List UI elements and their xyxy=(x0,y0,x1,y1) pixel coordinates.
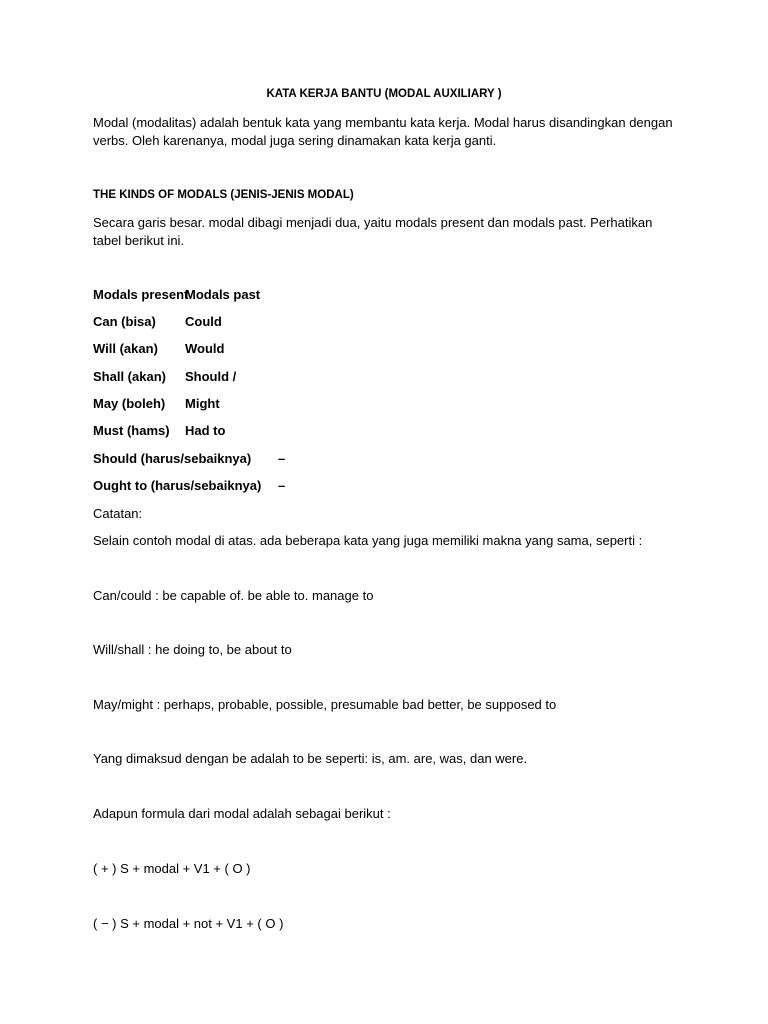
to-be-paragraph: Yang dimaksud dengan be adalah to be seperti: is, am. are, was, dan were. xyxy=(93,751,528,766)
formula-intro: Adapun formula dari modal adalah sebagai berikut : xyxy=(93,806,391,821)
modal-past-cell: – xyxy=(278,478,286,493)
formula-positive: ( + ) S + modal + V1 + ( O ) xyxy=(93,861,251,876)
modal-present-cell: Ought to (harus/sebaiknya) xyxy=(93,478,262,493)
modal-present-cell: Will (akan) xyxy=(93,341,158,356)
modal-present-cell: Shall (akan) xyxy=(93,369,166,384)
modal-past-cell: – xyxy=(278,451,286,466)
formula-negative: ( − ) S + modal + not + V1 + ( O ) xyxy=(93,916,284,931)
header-modals-present: Modals present xyxy=(93,287,189,302)
modal-present-cell: Must (hams) xyxy=(93,423,170,438)
modal-past-cell: Would xyxy=(185,341,225,356)
modal-past-cell: Had to xyxy=(185,423,226,438)
document-title: KATA KERJA BANTU (MODAL AUXILIARY ) xyxy=(266,88,502,100)
header-modals-past: Modals past xyxy=(185,287,261,302)
example-line: Will/shall : he doing to, be about to xyxy=(93,642,292,657)
modal-present-cell: Should (harus/sebaiknya) xyxy=(93,451,252,466)
example-line: Can/could : be capable of. be able to. manage to xyxy=(93,588,374,603)
intro-paragraph: Modal (modalitas) adalah bentuk kata yang membantu kata kerja. Modal harus disandingkan dengan verbs. Oleh karenanya, modal juga sering dinamakan kata kerja ganti. xyxy=(93,115,673,148)
kinds-heading: THE KINDS OF MODALS (JENIS-JENIS MODAL) xyxy=(93,189,354,201)
example-line: May/might : perhaps, probable, possible, presumable bad better, be supposed to xyxy=(93,697,557,712)
catatan-label: Catatan: xyxy=(93,506,143,521)
modal-past-cell: Could xyxy=(185,314,222,329)
modal-present-cell: Can (bisa) xyxy=(93,314,156,329)
modal-past-cell: Might xyxy=(185,396,220,411)
modal-past-cell: Should / xyxy=(185,369,237,384)
selain-paragraph: Selain contoh modal di atas. ada beberapa kata yang juga memiliki makna yang sama, seperti : xyxy=(93,533,643,548)
kinds-paragraph: Secara garis besar. modal dibagi menjadi dua, yaitu modals present dan modals past. Perhatikan tabel berikut ini. xyxy=(93,215,653,248)
modal-present-cell: May (boleh) xyxy=(93,396,166,411)
